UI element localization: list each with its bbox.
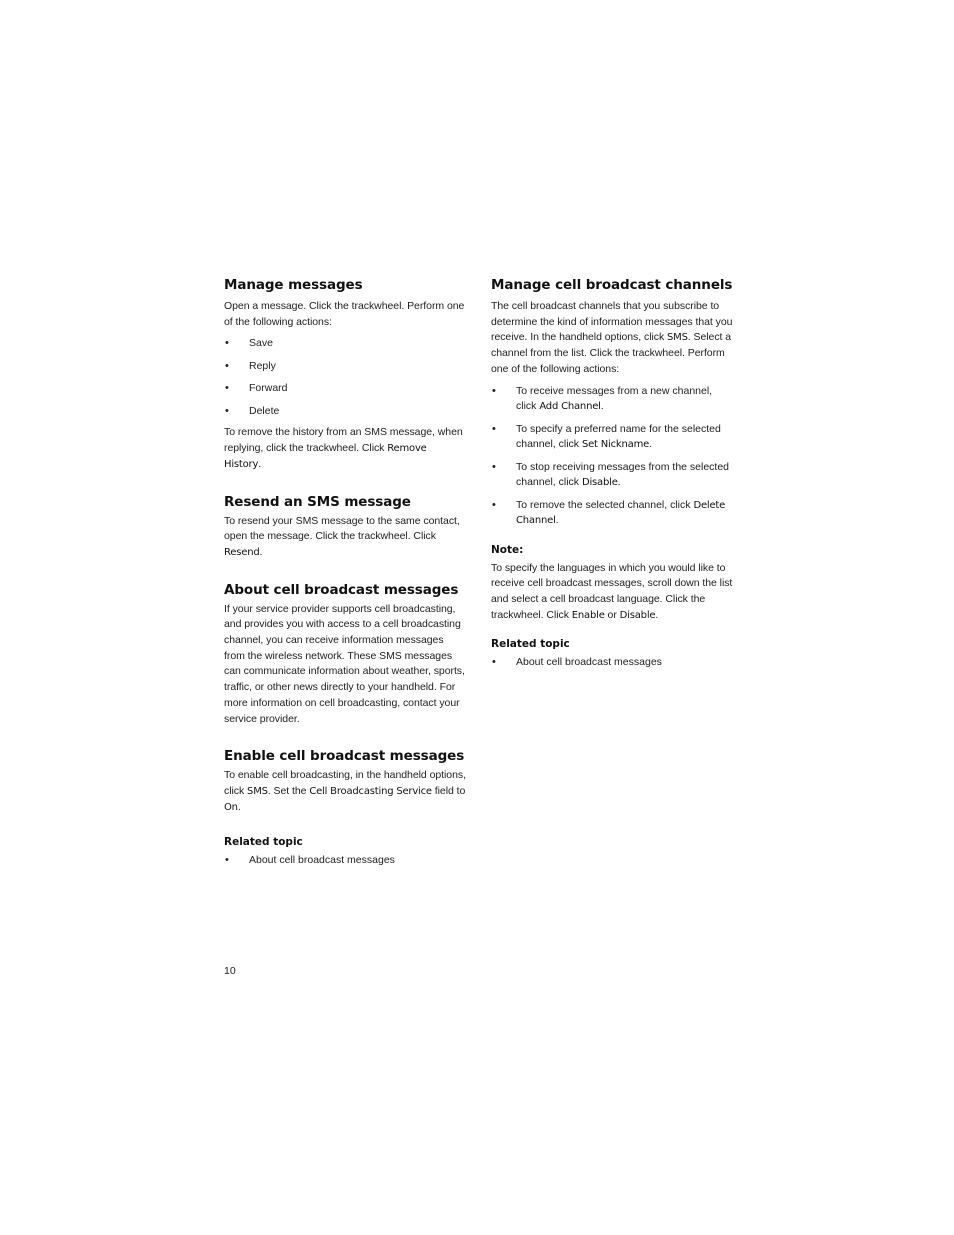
list-item: • Delete [224, 404, 466, 420]
manage-messages-section [224, 276, 466, 473]
manage-actions-list [224, 336, 466, 419]
page-number: 10 [224, 965, 236, 977]
about-cell-broadcast-section [224, 581, 466, 728]
resend-sms-section [224, 493, 466, 561]
list-item: • To specify a preferred name for the selected channel, click Set Nickname. [491, 422, 733, 453]
manage-channels-section [491, 276, 733, 671]
related-topic-heading: Related topic [491, 638, 570, 651]
about-cell-broadcast-paragraph: If your service provider supports cell broadcasting, and provides you with access to a cell broadcasting channel, you can receive information messages from the wireless network. These SMS messages can communicate information about weather, sports, traffic, or other news directly to your handheld. For more information on cell broadcasting, contact your service provider. [224, 602, 465, 725]
sms-ui-label: SMS [667, 332, 688, 344]
list-item: • Save [224, 336, 466, 352]
enable-cell-broadcast-section [224, 747, 466, 869]
manage-channels-heading: Manage cell broadcast channels [491, 277, 733, 293]
right-column [491, 276, 733, 678]
remove-history-ui-label: Remove History [224, 443, 427, 470]
manage-messages-intro: Open a message. Click the trackwheel. Perform one of the following actions: [224, 300, 465, 328]
related-topic-list [224, 853, 466, 869]
on-ui-label: On [224, 801, 238, 813]
add-channel-ui-label: Add Channel [539, 401, 601, 413]
delete-channel-ui-label: Delete Channel [516, 499, 726, 527]
list-item: • To remove the selected channel, click Delete Channel. [491, 498, 733, 529]
resend-sms-paragraph: To resend your SMS message to the same contact, open the message. Click the trackwheel. Click Resend. [224, 514, 460, 558]
enable-cell-broadcast-paragraph: To enable cell broadcasting, in the handheld options, click SMS. Set the Cell Broadcasting Service field to On. [224, 769, 466, 813]
manage-messages-heading: Manage messages [224, 277, 363, 293]
related-topic-heading: Related topic [224, 836, 303, 849]
note-paragraph: To specify the languages in which you would like to receive cell broadcast messages, scroll down the list and select a cell broadcast language. Click the trackwheel. Click Enable or Disable. [491, 561, 733, 621]
list-item: • About cell broadcast messages [491, 655, 733, 671]
left-column [224, 276, 466, 876]
list-item: • To receive messages from a new channel, click Add Channel. [491, 384, 733, 415]
channel-actions-list [491, 384, 733, 529]
set-nickname-ui-label: Set Nickname [581, 439, 650, 451]
remove-history-paragraph: To remove the history from an SMS message, when replying, click the trackwheel. Click Remove History. [224, 426, 463, 470]
related-topic-list [491, 655, 733, 671]
about-cell-broadcast-heading: About cell broadcast messages [224, 581, 459, 598]
disable-ui-label: Disable [619, 609, 656, 621]
sms-ui-label: SMS [247, 785, 268, 797]
list-item: • About cell broadcast messages [224, 853, 466, 869]
list-item: • To stop receiving messages from the selected channel, click Disable. [491, 460, 733, 491]
list-item: • Forward [224, 381, 466, 397]
disable-ui-label: Disable [581, 477, 618, 489]
note-heading: Note: [491, 543, 524, 556]
resend-sms-heading: Resend an SMS message [224, 493, 411, 510]
enable-cell-broadcast-heading: Enable cell broadcast messages [224, 748, 465, 765]
cell-broadcasting-service-ui-label: Cell Broadcasting Service [309, 785, 432, 797]
manage-channels-intro: The cell broadcast channels that you subscribe to determine the kind of information messages that you receive. In the handheld options, click SMS. Select a channel from the list. Click the trackwheel. Perform one of the following actions: [491, 300, 733, 375]
resend-ui-label: Resend [224, 546, 260, 558]
enable-ui-label: Enable [571, 609, 605, 621]
list-item: • Reply [224, 359, 466, 375]
